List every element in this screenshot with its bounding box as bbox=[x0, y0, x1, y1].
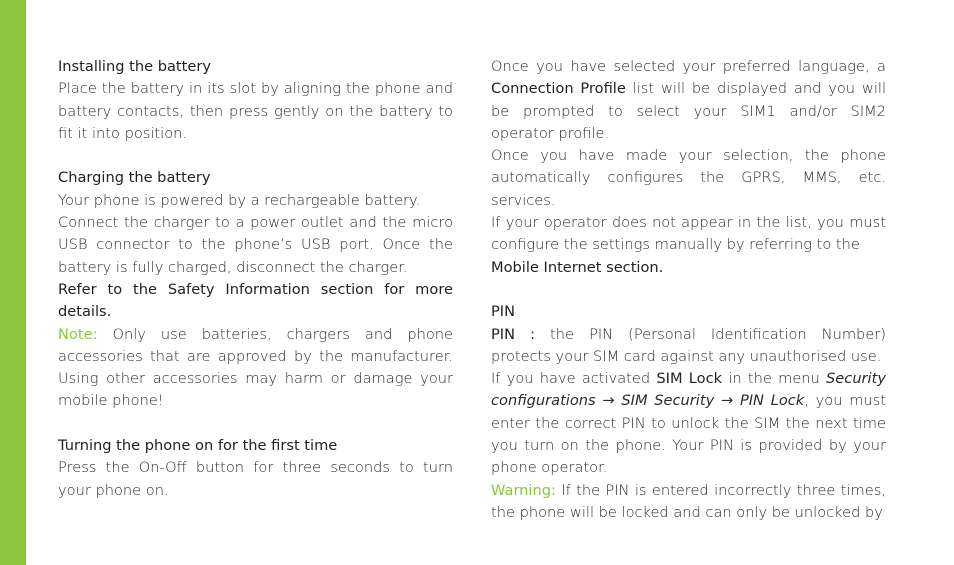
mobile-internet-ref: Mobile Internet section. bbox=[491, 258, 664, 276]
lang-paragraph bbox=[491, 56, 886, 145]
turnon-text: Press the On-Off button for three seconds to turn your phone on. bbox=[58, 459, 453, 499]
charging-text-2: Connect the charger to a power outlet and the micro USB connector to the phone’s USB port. Once the battery is fully charged, disconnect the charger. bbox=[58, 214, 453, 276]
note-label: Note: bbox=[58, 325, 98, 343]
connection-profile-term: Connection Profile bbox=[491, 80, 626, 98]
pin-paragraph bbox=[491, 324, 886, 369]
green-side-bar bbox=[0, 0, 26, 565]
battery-heading: Installing the battery bbox=[58, 58, 211, 75]
simlock-paragraph bbox=[491, 368, 886, 479]
simlock-pre: If you have activated bbox=[491, 370, 657, 388]
warning-text: If the PIN is entered incorrectly three times, the phone will be locked and can only be unlocked by bbox=[491, 481, 886, 521]
charging-heading: Charging the battery bbox=[58, 169, 211, 187]
pin-text: the PIN (Personal Identification Number) protects your SIM card against any unauthorised use. bbox=[491, 325, 886, 365]
left-column bbox=[58, 56, 453, 502]
lang-post: list will be displayed and you will be prompted to select your SIM1 and/or SIM2 operator profile. bbox=[491, 80, 886, 142]
pin-heading: PIN bbox=[491, 303, 516, 321]
simlock-menu-path: Security configurations → SIM Security → PIN Lock bbox=[491, 370, 886, 410]
warning-paragraph bbox=[491, 480, 886, 525]
warning-label: Warning: bbox=[491, 481, 556, 499]
lang-pre: Once you have selected your preferred language, a bbox=[491, 58, 886, 75]
right-column bbox=[491, 56, 886, 524]
note-paragraph bbox=[58, 324, 453, 413]
selection-text: Once you have made your selection, the phone automatically configures the GPRS, MMS, etc. services. bbox=[491, 147, 886, 209]
charging-text-3: Refer to the Safety Information section for more details. bbox=[58, 280, 453, 321]
simlock-post: , you must enter the correct PIN to unlock the SIM the next time you turn on the phone. Your PIN is provided by your phone operator. bbox=[491, 392, 886, 477]
note-text: Only use batteries, chargers and phone accessories that are approved by the manufacturer. Using other accessories may harm or damage your mobile phone! bbox=[58, 325, 453, 410]
operator-text: If your operator does not appear in the list, you must configure the settings manually by referring to the bbox=[491, 214, 886, 254]
pin-label: PIN : bbox=[491, 325, 535, 343]
charging-text-1: Your phone is powered by a rechargeable battery. bbox=[58, 191, 421, 209]
simlock-name: SIM Lock bbox=[656, 370, 723, 388]
simlock-mid: in the menu bbox=[722, 370, 827, 388]
turnon-heading: Turning the phone on for the first time bbox=[58, 437, 338, 455]
battery-text: Place the battery in its slot by aligning the phone and battery contacts, then press gently on the battery to fit it into position. bbox=[58, 80, 453, 142]
